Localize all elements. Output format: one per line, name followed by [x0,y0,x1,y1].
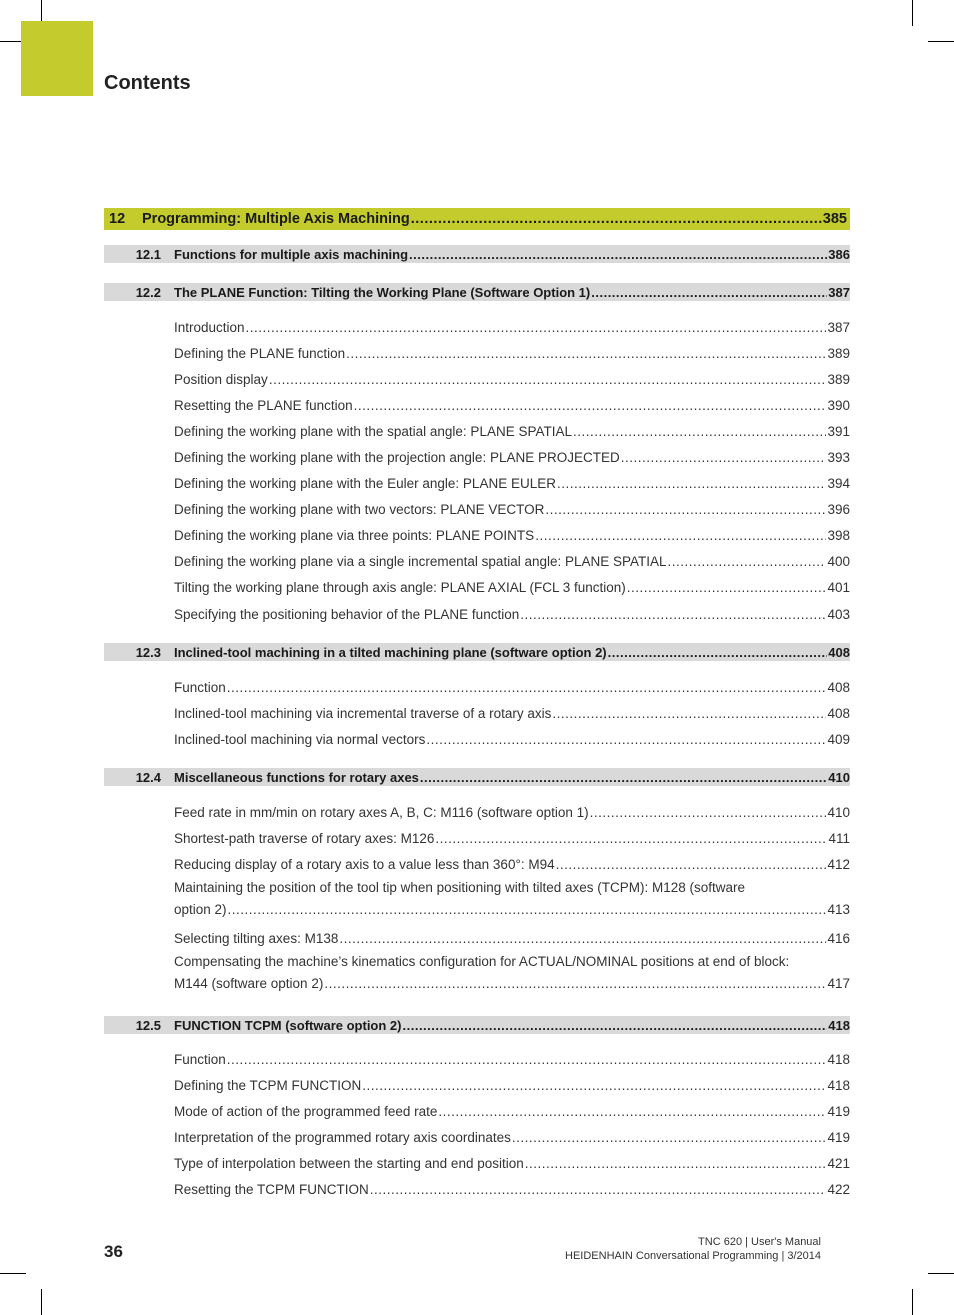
toc-leader-dots [590,805,827,820]
toc-entry-title: Defining the working plane with the projection angle: PLANE PROJECTED [174,450,620,465]
toc-leader-dots [420,770,827,785]
chapter-color-block [21,21,93,96]
toc-entry[interactable] [104,450,850,465]
toc-entry-title: Defining the working plane via a single incremental spatial angle: PLANE SPATIAL [174,554,667,569]
toc-leader-dots [438,1104,826,1119]
toc-leader-dots [346,346,826,361]
toc-page-number: 417 [827,976,850,991]
toc-leader-dots [557,476,827,491]
toc-leader-dots [227,680,827,695]
toc-page-number: 403 [827,607,850,622]
toc-entry-title: Defining the working plane with two vectors: PLANE VECTOR [174,502,545,517]
toc-entry-title: Introduction [174,320,245,335]
toc-leader-dots [525,1156,827,1171]
toc-page-number: 409 [827,732,850,747]
toc-entry[interactable] [104,554,850,569]
toc-page-number: 400 [827,554,850,569]
toc-entry[interactable] [104,1156,850,1171]
toc-page-number: 391 [827,424,850,439]
toc-section[interactable] [104,643,850,661]
toc-page-number: 410 [828,769,850,785]
toc-entry[interactable] [104,805,850,820]
toc-entry[interactable] [104,1104,850,1119]
crop-mark [0,1273,26,1274]
toc-leader-dots [621,450,827,465]
toc-page-number: 386 [828,246,850,262]
footer-info [565,1235,821,1263]
toc-entry[interactable] [104,1182,850,1197]
toc-leader-dots [354,398,827,413]
toc-page-number: 408 [827,680,850,695]
toc-section-number: 12.4 [135,769,161,785]
toc-leader-dots [545,502,826,517]
toc-section-title: Miscellaneous functions for rotary axes [174,769,419,785]
toc-section-title: FUNCTION TCPM (software option 2) [174,1017,402,1033]
toc-entry[interactable] [104,580,850,595]
toc-leader-dots [535,528,826,543]
toc-entry[interactable] [104,1130,850,1145]
crop-mark [912,0,913,26]
toc-page-number: 419 [827,1130,850,1145]
toc-entry-title: Defining the working plane via three points: PLANE POINTS [174,528,535,543]
toc-entry[interactable] [104,528,850,543]
toc-entry-title: Interpretation of the programmed rotary axis coordinates [174,1130,511,1145]
toc-leader-dots [520,607,826,622]
toc-entry-title: Maintaining the position of the tool tip when positioning with tilted axes (TCPM): M128 (software [174,880,746,895]
toc-page-number: 390 [827,398,850,413]
toc-leader-dots [608,645,828,660]
toc-entry[interactable] [104,1052,850,1067]
toc-entry[interactable] [104,732,850,747]
crop-mark [928,41,954,42]
toc-leader-dots [591,285,827,300]
toc-leader-dots [324,973,826,995]
toc-section[interactable] [104,1016,850,1034]
toc-entry[interactable] [104,831,850,846]
toc-entry-title: Compensating the machine’s kinematics configuration for ACTUAL/NOMINAL positions at end of block: [174,954,790,969]
toc-page-number: 387 [827,320,850,335]
toc-page-number: 394 [827,476,850,491]
toc-page-number: 412 [827,857,850,872]
toc-entry[interactable] [104,372,850,387]
toc-entry-title: Selecting tilting axes: M138 [174,931,339,946]
footer-manual-title: TNC 620 | User's Manual [698,1236,821,1248]
toc-leader-dots [435,831,827,846]
toc-entry-title: Defining the TCPM FUNCTION [174,1078,362,1093]
toc-page-number: 396 [827,502,850,517]
toc-leader-dots [339,931,826,946]
toc-leader-dots [409,247,827,262]
toc-entry-title: Defining the PLANE function [174,346,346,361]
footer-publisher: HEIDENHAIN Conversational Programming | 3/2014 [565,1250,821,1262]
toc-page-number: 418 [827,1052,850,1067]
toc-entry-title: Resetting the TCPM FUNCTION [174,1182,369,1197]
toc-entry[interactable] [104,502,850,517]
toc-leader-dots [228,899,827,921]
toc-entry[interactable] [104,680,850,695]
toc-leader-dots [362,1078,826,1093]
toc-page-number: 422 [827,1182,850,1197]
toc-leader-dots [411,211,822,227]
crop-mark [912,1289,913,1315]
toc-entry-title: Feed rate in mm/min on rotary axes A, B, C: M116 (software option 1) [174,805,589,820]
toc-entry-title-continued: M144 (software option 2) [174,976,324,991]
toc-entry-title: Function [174,1052,226,1067]
toc-section-title: Inclined-tool machining in a tilted machining plane (software option 2) [174,644,607,660]
toc-leader-dots [370,1182,827,1197]
toc-entry-title: Mode of action of the programmed feed rate [174,1104,438,1119]
toc-leader-dots [227,1052,827,1067]
toc-section-number: 12.2 [135,284,161,300]
toc-page-number: 385 [822,211,847,227]
toc-entry-title: Tilting the working plane through axis angle: PLANE AXIAL (FCL 3 function) [174,580,626,595]
toc-entry-title: Type of interpolation between the starting and end position [174,1156,524,1171]
toc-section-title: The PLANE Function: Tilting the Working Plane (Software Option 1) [174,284,591,300]
toc-page-number: 398 [827,528,850,543]
toc-section[interactable] [104,245,850,263]
page-title: Contents [104,72,191,94]
toc-leader-dots [426,732,826,747]
toc-entry-title: Inclined-tool machining via normal vectors [174,732,426,747]
toc-entry[interactable] [104,877,850,921]
toc-entry-title: Defining the working plane with the spatial angle: PLANE SPATIAL [174,424,572,439]
toc-entry-title-continued: option 2) [174,902,227,917]
toc-leader-dots [556,857,827,872]
toc-leader-dots [246,320,827,335]
toc-section[interactable] [104,283,850,301]
toc-entry-title: Resetting the PLANE function [174,398,353,413]
toc-page-number: 389 [827,346,850,361]
toc-section-number: 12.3 [135,644,161,660]
toc-page-number: 408 [827,706,850,721]
toc-leader-dots [512,1130,827,1145]
toc-entry-title: Inclined-tool machining via incremental traverse of a rotary axis [174,706,552,721]
toc-section-title: Functions for multiple axis machining [174,246,409,262]
toc-leader-dots [269,372,827,387]
toc-entry-title: Specifying the positioning behavior of the PLANE function [174,607,520,622]
toc-page-number: 418 [828,1017,850,1033]
toc-section[interactable] [104,768,850,786]
toc-entry[interactable] [104,476,850,491]
toc-chapter-title: Programming: Multiple Axis Machining [142,211,410,227]
toc-entry-title: Position display [174,372,268,387]
toc-page-number: 410 [827,805,850,820]
toc-entry[interactable] [104,424,850,439]
toc-chapter[interactable] [104,208,850,230]
toc-page-number: 389 [827,372,850,387]
toc-leader-dots [552,706,826,721]
toc-page-number: 419 [827,1104,850,1119]
toc-entry[interactable] [104,931,850,946]
toc-section-number: 12.1 [135,246,161,262]
toc-leader-dots [668,554,827,569]
toc-entry-title: Reducing display of a rotary axis to a value less than 360°: M94 [174,857,555,872]
toc-entry-title: Defining the working plane with the Euler angle: PLANE EULER [174,476,556,491]
toc-leader-dots [573,424,826,439]
toc-entry[interactable] [104,951,850,995]
crop-mark [41,1289,42,1315]
toc-entry[interactable] [104,607,850,622]
toc-page-number: 393 [827,450,850,465]
toc-entry[interactable] [104,320,850,335]
toc-entry[interactable] [104,857,850,872]
toc-page-number: 408 [828,644,850,660]
crop-mark [928,1273,954,1274]
page-number: 36 [104,1242,123,1261]
toc-leader-dots [627,580,827,595]
toc-page-number: 421 [827,1156,850,1171]
toc-entry-title: Function [174,680,226,695]
toc-entry[interactable] [104,706,850,721]
toc-section-number: 12.5 [135,1017,161,1033]
toc-page-number: 413 [827,902,850,917]
toc-page-number: 401 [827,580,850,595]
toc-chapter-number: 12 [109,211,126,227]
toc-entry-title: Shortest-path traverse of rotary axes: M126 [174,831,435,846]
toc-page-number: 416 [827,931,850,946]
toc-entry[interactable] [104,398,850,413]
toc-page-number: 411 [828,831,850,846]
toc-entry[interactable] [104,1078,850,1093]
toc-entry[interactable] [104,346,850,361]
toc-page-number: 418 [827,1078,850,1093]
toc-leader-dots [403,1018,828,1033]
toc-page-number: 387 [828,284,850,300]
